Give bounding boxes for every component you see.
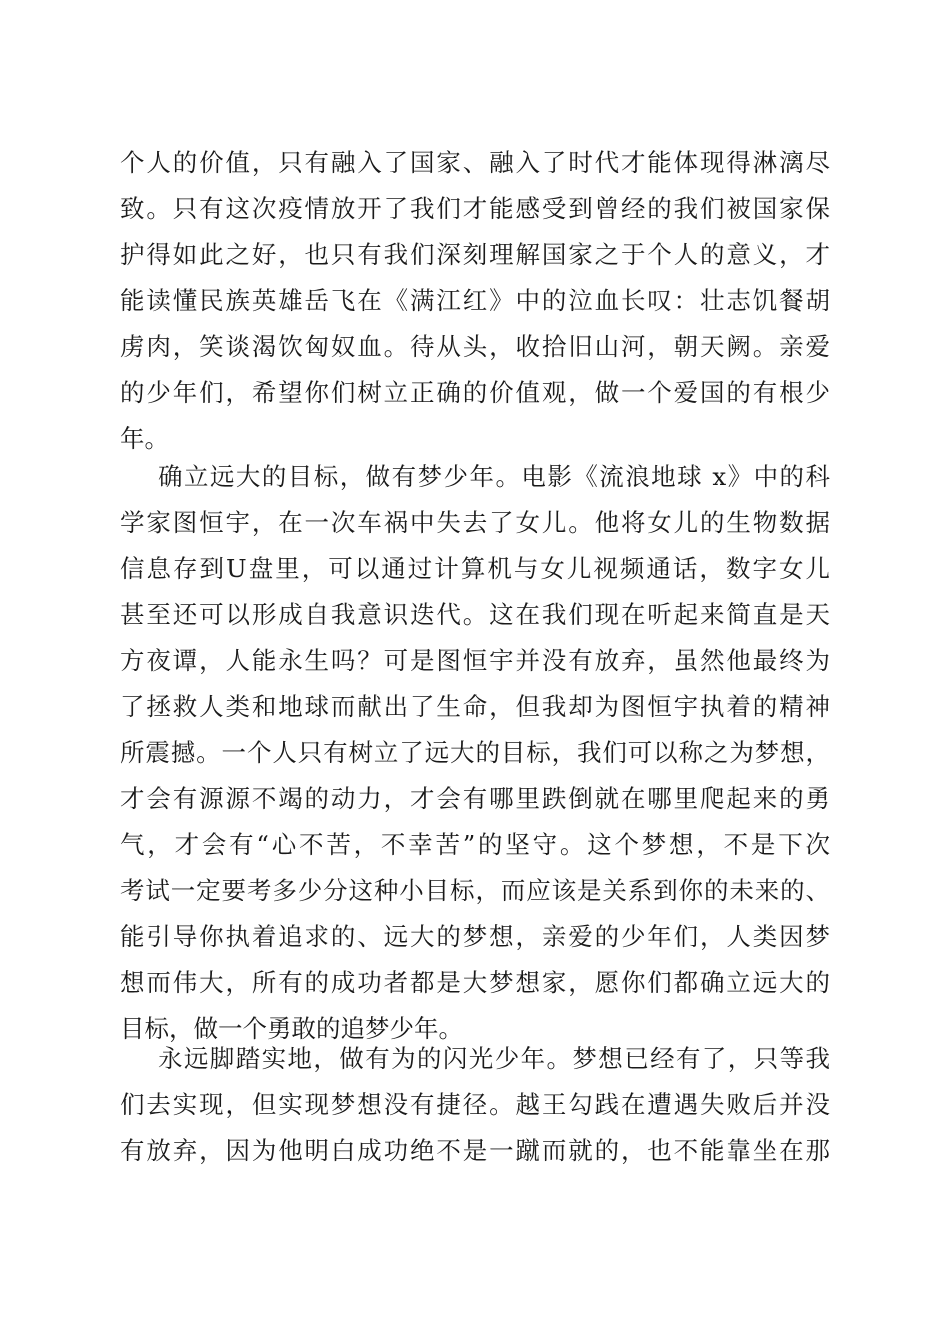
text-line: 能引导你执着追求的、远大的梦想，亲爱的少年们，人类因梦 [120, 922, 830, 951]
text-line: 目标，做一个勇敢的追梦少年。 [120, 1014, 463, 1043]
text-line: 虏肉，笑谈渴饮匈奴血。待从头，收拾旧山河，朝天阙。亲爱 [120, 332, 830, 361]
text-line: 想而伟大，所有的成功者都是大梦想家，愿你们都确立远大的 [120, 968, 830, 997]
text-line: 能读懂民族英雄岳飞在《满江红》中的泣血长叹：壮志饥餐胡 [120, 286, 830, 315]
text-line: 年。 [120, 424, 169, 453]
text-line: 有放弃，因为他明白成功绝不是一蹴而就的，也不能靠坐在那 [120, 1136, 830, 1165]
text-line: 护得如此之好，也只有我们深刻理解国家之于个人的意义，才 [120, 240, 830, 269]
text-line: 个人的价值，只有融入了国家、融入了时代才能体现得淋漓尽 [120, 148, 830, 177]
text-line: 致。只有这次疫情放开了我们才能感受到曾经的我们被国家保 [120, 194, 830, 223]
text-line: 信息存到U盘里，可以通过计算机与女儿视频通话，数字女儿 [120, 554, 830, 583]
text-line: 的少年们，希望你们树立正确的价值观，做一个爱国的有根少 [120, 378, 830, 407]
text-line: 永远脚踏实地，做有为的闪光少年。梦想已经有了，只等我 [158, 1044, 830, 1073]
text-line: 方夜谭，人能永生吗？可是图恒宇并没有放弃，虽然他最终为 [120, 646, 830, 675]
text-line: 确立远大的目标，做有梦少年。电影《流浪地球 x》中的科 [158, 462, 830, 491]
paragraph-3 [120, 1036, 830, 1174]
text-line: 气，才会有“心不苦，不幸苦”的坚守。这个梦想，不是下次 [120, 830, 830, 859]
paragraph-2 [120, 454, 830, 1052]
text-line: 甚至还可以形成自我意识迭代。这在我们现在听起来简直是天 [120, 600, 830, 629]
text-line: 了拯救人类和地球而献出了生命，但我却为图恒宇执着的精神 [120, 692, 830, 721]
text-line: 们去实现，但实现梦想没有捷径。越王勾践在遭遇失败后并没 [120, 1090, 830, 1119]
text-line: 才会有源源不竭的动力，才会有哪里跌倒就在哪里爬起来的勇 [120, 784, 830, 813]
text-line: 考试一定要考多少分这种小目标，而应该是关系到你的未来的、 [120, 876, 830, 905]
text-line: 学家图恒宇，在一次车祸中失去了女儿。他将女儿的生物数据 [120, 508, 830, 537]
paragraph-1 [120, 140, 830, 462]
text-line: 所震撼。一个人只有树立了远大的目标，我们可以称之为梦想， [120, 738, 830, 767]
